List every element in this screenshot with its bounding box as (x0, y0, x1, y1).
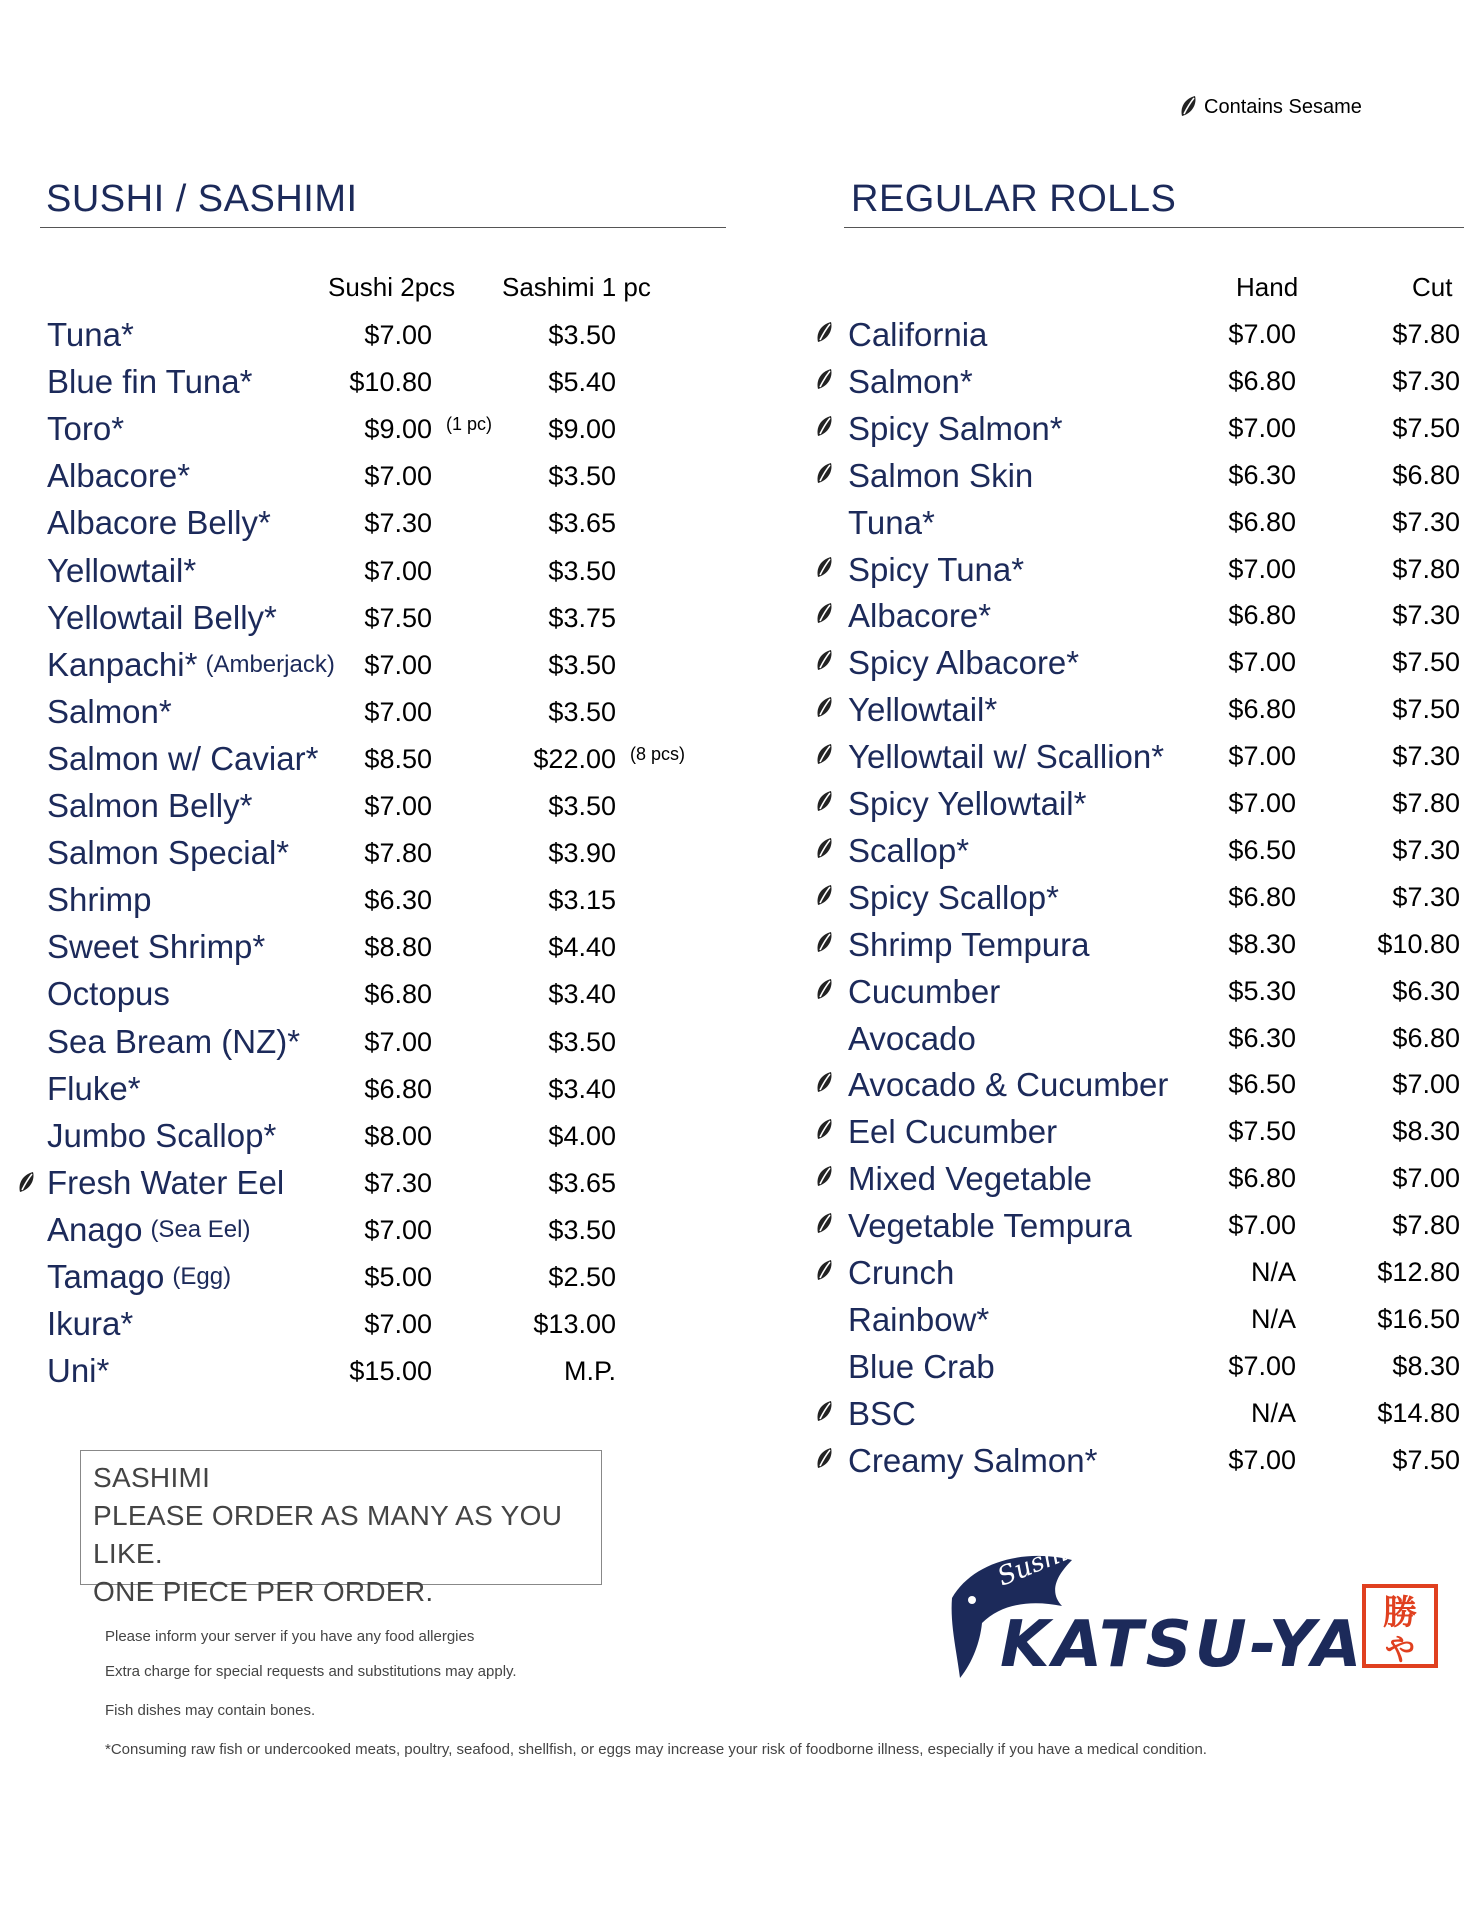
roll-item (848, 1202, 1132, 1249)
sushi-price: $8.50 (364, 744, 432, 774)
hand-price: $7.00 (1228, 319, 1296, 349)
sashimi-price: $3.50 (548, 461, 616, 491)
sushi-item-name: Uni* (47, 1351, 110, 1389)
sushi-price-note: (1 pc) (446, 414, 493, 434)
sushi-item-note: (Amberjack) (205, 650, 335, 678)
substitution-notice: Extra charge for special requests and substitutions may apply. (105, 1663, 517, 1680)
sushi-item (47, 1065, 141, 1112)
cut-price: $7.50 (1392, 694, 1460, 724)
sushi-item-name: Fresh Water Eel (47, 1163, 285, 1201)
sushi-item-name: Toro* (47, 409, 125, 447)
roll-item (848, 1249, 954, 1296)
sushi-price: $7.50 (364, 603, 432, 633)
roll-item-name: Yellowtail* (848, 690, 998, 728)
notice-line-2: PLEASE ORDER AS MANY AS YOU LIKE. (93, 1500, 563, 1569)
sushi-item (47, 311, 134, 358)
sushi-title-rule (40, 227, 726, 228)
sesame-leaf-icon (814, 1211, 836, 1237)
allergy-notice: Please inform your server if you have any food allergies (105, 1628, 475, 1645)
hand-price: $8.30 (1228, 929, 1296, 959)
sashimi-price: $3.50 (548, 697, 616, 727)
sashimi-price: $9.00 (548, 414, 616, 444)
hand-price: $6.80 (1228, 366, 1296, 396)
roll-item-name: California (848, 315, 988, 353)
sushi-price: $7.00 (364, 1215, 432, 1245)
roll-item-name: Rainbow* (848, 1300, 990, 1338)
cut-price: $8.30 (1392, 1116, 1460, 1146)
svg-text:勝: 勝 (1383, 1593, 1417, 1633)
sesame-leaf-icon (814, 883, 836, 909)
cut-price: $7.30 (1392, 835, 1460, 865)
sushi-item-name: Kanpachi* (47, 645, 198, 683)
sesame-leaf-icon (814, 555, 836, 581)
sushi-item-name: Yellowtail* (47, 551, 197, 589)
sashimi-price: $3.15 (548, 885, 616, 915)
roll-item-name: Vegetable Tempura (848, 1206, 1132, 1244)
raw-food-warning: *Consuming raw fish or undercooked meats, poultry, seafood, shellfish, or eggs may increase your risk of foodborne illness, especially if you have a medical condition. (105, 1741, 1207, 1758)
cut-price: $7.30 (1392, 366, 1460, 396)
roll-item-name: Spicy Tuna* (848, 550, 1025, 588)
cut-price: $6.80 (1392, 460, 1460, 490)
sushi-item-name: Jumbo Scallop* (47, 1116, 277, 1154)
roll-item (848, 639, 1079, 686)
sesame-leaf-icon (814, 1258, 836, 1284)
roll-item (848, 968, 1000, 1015)
sushi-price: $15.00 (349, 1356, 432, 1386)
roll-item (848, 592, 991, 639)
sushi-item (47, 1206, 250, 1253)
sushi-price: $6.80 (364, 1074, 432, 1104)
sushi-item-name: Salmon* (47, 692, 172, 730)
roll-item-name: Spicy Albacore* (848, 643, 1080, 681)
sushi-item (47, 688, 172, 735)
hand-price: $6.80 (1228, 507, 1296, 537)
sashimi-price: $3.50 (548, 320, 616, 350)
sushi-item (47, 358, 252, 405)
sashimi-price-note: (8 pcs) (630, 744, 686, 764)
hand-price: $6.80 (1228, 882, 1296, 912)
roll-item-name: Spicy Scallop* (848, 878, 1059, 916)
sushi-item-name: Sea Bream (NZ)* (47, 1022, 301, 1060)
cut-price: $12.80 (1377, 1257, 1460, 1287)
roll-item (848, 1061, 1168, 1108)
sushi-price: $7.00 (364, 1309, 432, 1339)
sushi-section-title: SUSHI / SASHIMI (46, 178, 358, 220)
sashimi-price: $3.50 (548, 650, 616, 680)
hand-price: $6.80 (1228, 694, 1296, 724)
roll-item (848, 452, 1033, 499)
sushi-item (47, 923, 265, 970)
sashimi-price: $22.00 (533, 744, 616, 774)
svg-text:や: や (1385, 1633, 1415, 1668)
roll-item (848, 1343, 995, 1390)
cut-price: $16.50 (1377, 1304, 1460, 1334)
roll-item-name: Cucumber (848, 972, 1001, 1010)
sashimi-price: $3.50 (548, 791, 616, 821)
sushi-item-name: Tamago (47, 1257, 165, 1295)
roll-item (848, 874, 1059, 921)
roll-item (848, 405, 1063, 452)
roll-item (848, 1108, 1057, 1155)
sashimi-notice-box (80, 1450, 602, 1607)
sashimi-price: $3.50 (548, 556, 616, 586)
sushi-item-name: Albacore* (47, 456, 191, 494)
sesame-leaf-icon (814, 836, 836, 862)
roll-item (848, 686, 997, 733)
sesame-leaf-icon (814, 367, 836, 393)
hand-column-header: Hand (1236, 272, 1299, 302)
cut-price: $7.80 (1392, 319, 1460, 349)
cut-price: $7.80 (1392, 788, 1460, 818)
sushi-item (47, 641, 335, 688)
roll-item-name: Spicy Salmon* (848, 409, 1063, 447)
hand-price: $5.30 (1228, 976, 1296, 1006)
sushi-item-name: Salmon Special* (47, 833, 290, 871)
sushi-item (47, 1347, 109, 1394)
sushi-item (47, 1253, 231, 1300)
sashimi-price: $5.40 (548, 367, 616, 397)
sushi-item (47, 1112, 276, 1159)
hand-price: N/A (1250, 1304, 1296, 1334)
roll-item-name: Avocado & Cucumber (848, 1065, 1169, 1103)
cut-price: $7.80 (1392, 554, 1460, 584)
cut-price: $7.00 (1392, 1163, 1460, 1193)
sushi-price: $7.00 (364, 697, 432, 727)
cut-price: $6.80 (1392, 1023, 1460, 1053)
sashimi-price: $3.75 (548, 603, 616, 633)
sushi-item (47, 735, 318, 782)
roll-item-name: Tuna* (848, 503, 935, 541)
sushi-item-note: (Sea Eel) (150, 1215, 251, 1243)
hand-price: $6.50 (1228, 835, 1296, 865)
sushi-price: $7.00 (364, 320, 432, 350)
roll-item-name: Blue Crab (848, 1347, 995, 1385)
cut-price: $10.80 (1377, 929, 1460, 959)
roll-item-name: Crunch (848, 1253, 955, 1291)
sesame-leaf-icon (814, 789, 836, 815)
sushi-price: $8.80 (364, 932, 432, 962)
rolls-title-rule (844, 227, 1464, 228)
notice-line-1: SASHIMI (93, 1462, 211, 1493)
sashimi-price: $4.40 (548, 932, 616, 962)
roll-item (848, 1296, 989, 1343)
hand-price: $6.50 (1228, 1069, 1296, 1099)
hand-price: $7.00 (1228, 1351, 1296, 1381)
sushi-item (47, 594, 277, 641)
svg-text:Sushi: Sushi (993, 1538, 1073, 1593)
sushi-item (47, 499, 271, 546)
hand-price: $6.80 (1228, 1163, 1296, 1193)
cut-price: $7.00 (1392, 1069, 1460, 1099)
roll-item (848, 1155, 1092, 1202)
sesame-legend (1178, 94, 1362, 120)
sesame-leaf-icon (16, 1170, 38, 1196)
sushi-item-name: Anago (47, 1210, 143, 1248)
roll-item (848, 827, 969, 874)
cut-price: $6.30 (1392, 976, 1460, 1006)
roll-item-name: Salmon Skin (848, 456, 1034, 494)
roll-item-name: Eel Cucumber (848, 1112, 1058, 1150)
bones-notice: Fish dishes may contain bones. (105, 1702, 316, 1719)
roll-item-name: Albacore* (848, 596, 992, 634)
hand-price: $7.00 (1228, 741, 1296, 771)
cut-price: $7.30 (1392, 741, 1460, 771)
roll-item-name: Creamy Salmon* (848, 1441, 1098, 1479)
sashimi-column-header: Sashimi 1 pc (502, 272, 651, 302)
sushi-item-note: (Egg) (172, 1262, 232, 1290)
cut-price: $7.30 (1392, 507, 1460, 537)
sushi-item (47, 1018, 300, 1065)
sashimi-price: $3.90 (548, 838, 616, 868)
sesame-leaf-icon (814, 320, 836, 346)
sushi-item-name: Shrimp (47, 880, 152, 918)
sushi-item-name: Octopus (47, 974, 170, 1012)
roll-item (848, 1437, 1097, 1484)
sushi-price: $8.00 (364, 1121, 432, 1151)
hand-price: $7.00 (1228, 788, 1296, 818)
roll-item-name: Yellowtail w/ Scallion* (848, 737, 1165, 775)
roll-item (848, 546, 1024, 593)
roll-item-name: Salmon* (848, 362, 973, 400)
sashimi-price: $3.65 (548, 1168, 616, 1198)
sushi-price: $5.00 (364, 1262, 432, 1292)
sashimi-price: $3.40 (548, 979, 616, 1009)
sushi-price: $7.80 (364, 838, 432, 868)
cut-column-header: Cut (1412, 272, 1453, 302)
cut-price: $7.80 (1392, 1210, 1460, 1240)
sushi-column-header: Sushi 2pcs (328, 272, 456, 302)
rolls-section-title: REGULAR ROLLS (851, 178, 1177, 220)
roll-item (848, 733, 1164, 780)
roll-item (848, 780, 1086, 827)
sushi-item-name: Tuna* (47, 315, 134, 353)
hand-price: $6.30 (1228, 460, 1296, 490)
sashimi-price: $13.00 (533, 1309, 616, 1339)
sesame-leaf-icon (814, 977, 836, 1003)
sushi-price: $7.00 (364, 556, 432, 586)
hand-price: $6.80 (1228, 600, 1296, 630)
sesame-legend-label: Contains Sesame (1204, 95, 1362, 118)
sushi-item-name: Blue fin Tuna* (47, 362, 253, 400)
sushi-price: $6.80 (364, 979, 432, 1009)
sashimi-price: M.P. (563, 1356, 616, 1386)
sashimi-price: $4.00 (548, 1121, 616, 1151)
cut-price: $14.80 (1377, 1398, 1460, 1428)
sesame-leaf-icon (814, 742, 836, 768)
sushi-item (47, 547, 196, 594)
cut-price: $7.50 (1392, 413, 1460, 443)
hand-price: $7.00 (1228, 1210, 1296, 1240)
sushi-item-name: Fluke* (47, 1069, 141, 1107)
sashimi-price: $3.50 (548, 1027, 616, 1057)
sesame-leaf-icon (814, 1399, 836, 1425)
hand-price: N/A (1250, 1257, 1296, 1287)
hand-price: $7.00 (1228, 554, 1296, 584)
sesame-leaf-icon (814, 414, 836, 440)
sushi-price: $7.00 (364, 650, 432, 680)
svg-text:KATSU-YA: KATSU-YA (1000, 1608, 1365, 1682)
sushi-price: $6.30 (364, 885, 432, 915)
roll-item-name: Avocado (848, 1019, 976, 1057)
sesame-leaf-icon (1178, 94, 1200, 120)
roll-item (848, 921, 1090, 968)
sesame-leaf-icon (814, 695, 836, 721)
sushi-price: $10.80 (349, 367, 432, 397)
sashimi-price: $3.50 (548, 1215, 616, 1245)
sushi-price: $7.00 (364, 791, 432, 821)
sesame-leaf-icon (814, 1164, 836, 1190)
sushi-price: $7.30 (364, 1168, 432, 1198)
hand-price: N/A (1250, 1398, 1296, 1428)
hand-price: $7.00 (1228, 1445, 1296, 1475)
sushi-price: $7.00 (364, 461, 432, 491)
sashimi-price: $2.50 (548, 1262, 616, 1292)
roll-item-name: Mixed Vegetable (848, 1159, 1093, 1197)
sesame-leaf-icon (814, 648, 836, 674)
sesame-leaf-icon (814, 1070, 836, 1096)
sushi-item-name: Yellowtail Belly* (47, 598, 277, 636)
cut-price: $8.30 (1392, 1351, 1460, 1381)
cut-price: $7.50 (1392, 1445, 1460, 1475)
sushi-item (47, 829, 289, 876)
cut-price: $7.30 (1392, 600, 1460, 630)
roll-item (848, 358, 973, 405)
sushi-item-name: Ikura* (47, 1304, 134, 1342)
roll-item-name: BSC (848, 1394, 916, 1432)
sushi-item (47, 1159, 284, 1206)
notice-line-3: ONE PIECE PER ORDER. (93, 1576, 434, 1607)
sushi-price: $7.30 (364, 508, 432, 538)
hand-price: $6.30 (1228, 1023, 1296, 1053)
sashimi-price: $3.65 (548, 508, 616, 538)
hand-price: $7.00 (1228, 413, 1296, 443)
sushi-item (47, 970, 170, 1017)
sesame-leaf-icon (814, 601, 836, 627)
sesame-leaf-icon (814, 930, 836, 956)
katsuya-logo (942, 1538, 1442, 1688)
cut-price: $7.30 (1392, 882, 1460, 912)
hand-price: $7.00 (1228, 647, 1296, 677)
sesame-leaf-icon (814, 1446, 836, 1472)
roll-item-name: Shrimp Tempura (848, 925, 1090, 963)
hand-price: $7.50 (1228, 1116, 1296, 1146)
roll-item-name: Spicy Yellowtail* (848, 784, 1087, 822)
sushi-item-name: Salmon w/ Caviar* (47, 739, 319, 777)
cut-price: $7.50 (1392, 647, 1460, 677)
roll-item-name: Scallop* (848, 831, 970, 869)
sushi-price: $7.00 (364, 1027, 432, 1057)
sushi-item-name: Salmon Belly* (47, 786, 253, 824)
roll-item (848, 311, 987, 358)
sesame-leaf-icon (814, 1117, 836, 1143)
sushi-item (47, 782, 252, 829)
sushi-item (47, 452, 190, 499)
sushi-price: $9.00 (364, 414, 432, 444)
roll-item (848, 499, 935, 546)
roll-item (848, 1015, 976, 1062)
sashimi-price: $3.40 (548, 1074, 616, 1104)
roll-item (848, 1390, 916, 1437)
sushi-item-name: Sweet Shrimp* (47, 927, 266, 965)
sushi-item (47, 1300, 133, 1347)
sesame-leaf-icon (814, 461, 836, 487)
sushi-item-name: Albacore Belly* (47, 503, 271, 541)
sushi-item (47, 405, 124, 452)
sushi-item (47, 876, 152, 923)
